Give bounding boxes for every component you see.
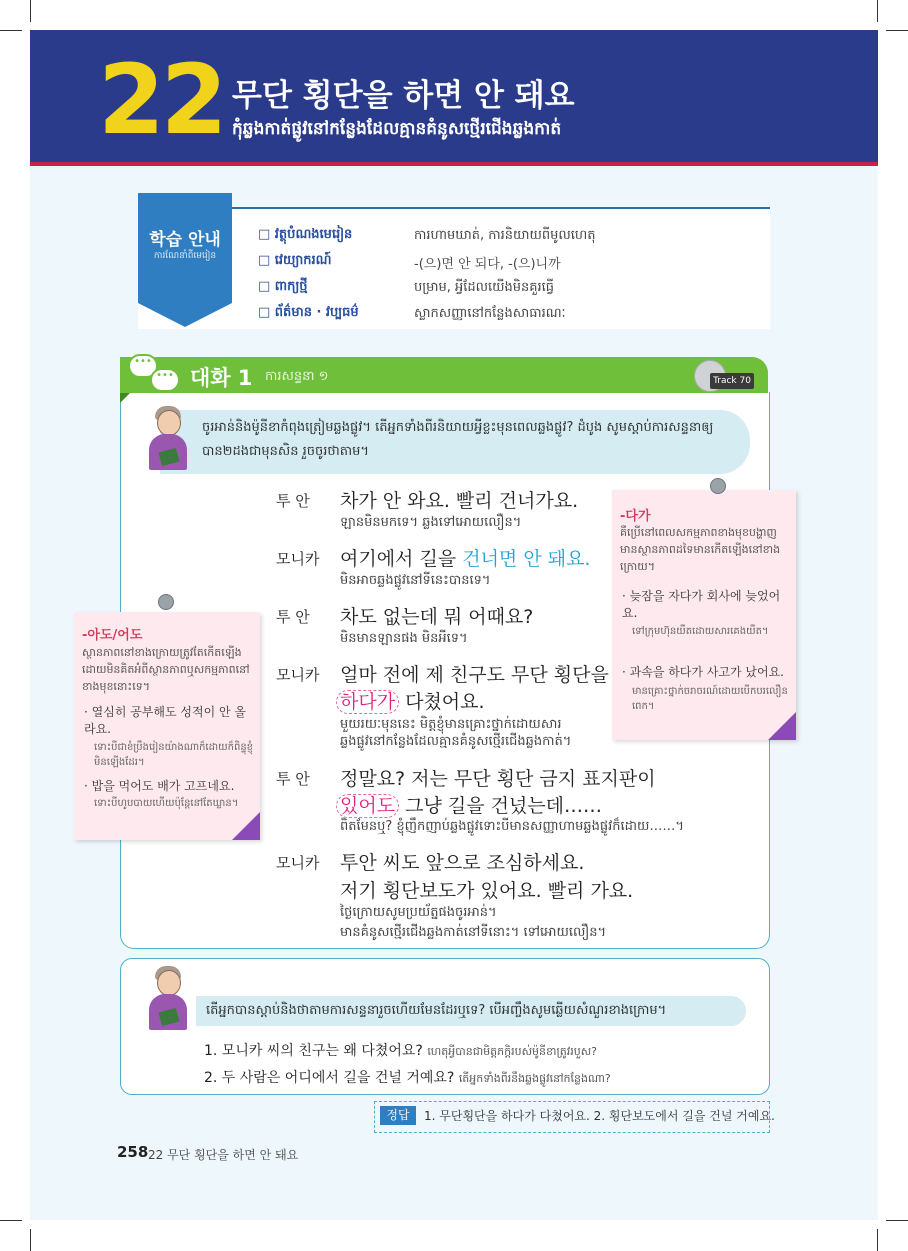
dialog-bar-fold	[120, 393, 130, 403]
answer-text: 1. 무단횡단을 하다가 다쳤어요. 2. 횡단보도에서 길을 건널 거예요.	[424, 1109, 775, 1123]
grammar-note-example: · 과속을 하다가 사고가 났어요.	[622, 665, 784, 679]
dialog-line-khmer: ថ្ងៃក្រោយសូមប្រយ័ត្នផងចូរអាន់។	[340, 905, 497, 920]
speaker-label: 투 안	[276, 770, 310, 788]
crop-mark	[877, 0, 878, 22]
grammar-note-example-khmer: ទោះបីជាខំប្រឹងរៀនយ៉ាងណាក៏ដោយក៏ពិន្ទុខ្ញុំមិនឡើងដែរ។	[94, 742, 254, 768]
guide-label-objective: □ វត្ថុបំណងមេរៀន	[258, 227, 353, 242]
page-number: 258	[117, 1143, 149, 1161]
pushpin-icon	[710, 478, 726, 494]
grammar-note-description: ស្ថានភាពនៅខាងក្រោយត្រូវតែកើតឡើងដោយមិនគិតអំពីស្ថានភាពឬសកម្មភាពនៅខាងមុខនោះទេ។	[82, 646, 250, 693]
pushpin-icon	[158, 594, 174, 610]
guide-value-culture: ស្លាកសញ្ញានៅកន្លែងសាធារណៈ	[414, 306, 566, 321]
speaker-label: 투 안	[276, 608, 310, 626]
dialog-line-korean: 차가 안 와요. 빨리 건너가요.	[340, 490, 579, 512]
dialog-line-korean: 여기에서 길을 건너면 안 돼요.	[340, 548, 591, 570]
crop-mark	[0, 1220, 22, 1221]
dialog-line-khmer: ពិតមែនឬ? ខ្ញុំញឹកញាប់ឆ្លងផ្លូវទោះបីមានសញ្ញាហាមឆ្លងផ្លូវក៏ដោយ……។	[340, 819, 685, 834]
header-stripe	[30, 162, 878, 166]
answer-label: 정답	[380, 1106, 416, 1125]
learning-guide-subtitle: ការណែនាំពីមេរៀន	[153, 251, 217, 261]
crop-mark	[0, 30, 22, 31]
chapter-number: 22	[98, 44, 224, 156]
learning-guide-badge-tip	[138, 303, 232, 327]
grammar-note-example-khmer: មានគ្រោះថ្នាក់ចរាចរណ៍ដោយបើកបរលឿនពេក។	[632, 686, 788, 712]
speech-bubble-icon: •••	[150, 368, 180, 392]
question-item: 1. 모니카 씨의 친구는 왜 다쳤어요? ហេតុអ្វីបានជាមិត្តភក្ដិរបស់ម៉ូនីខាត្រូវរបួស?	[204, 1043, 598, 1059]
dialog-line-korean: 정말요? 저는 무단 횡단 금지 표지판이	[340, 768, 656, 790]
question-item: 2. 두 사람은 어디에서 길을 건널 거예요? តើអ្នកទាំងពីរនឹងឆ្លងផ្លូវនៅកន្លែងណា?	[204, 1070, 611, 1086]
guide-value-grammar: -(으)면 안 되다, -(으)니까	[414, 257, 561, 272]
guide-value-objective: ការហាមឃាត់, ការនិយាយពីមូលហេតុ	[414, 228, 596, 243]
chapter-title-korean: 무단 횡단을 하면 안 돼요	[232, 78, 575, 114]
grammar-note-example-khmer: ទោះបីហូបបាយហើយប៉ុន្តែនៅតែឃ្លាន។	[94, 798, 239, 809]
speech-bubble-icon: •••	[128, 354, 158, 378]
footer-chapter-label: 22 무단 횡단을 하면 안 돼요	[148, 1148, 299, 1162]
dialog-line-khmer: ឆ្លងផ្លូវនៅកន្លែងដែលគ្មានគំនូសថ្មើរជើងឆ្លងកាត់។	[340, 734, 572, 749]
grammar-note-example: · 밥을 먹어도 배가 고프네요.	[84, 779, 235, 793]
crop-mark	[886, 1220, 908, 1221]
speaker-label: 모니카	[276, 550, 320, 568]
grammar-highlight: 건너면 안 돼요.	[462, 548, 591, 570]
note-fold	[232, 812, 260, 840]
dialog-line-korean: 있어도 그냥 길을 건넜는데……	[336, 791, 602, 818]
dialog-line-korean: 차도 없는데 뭐 어때요?	[340, 606, 534, 628]
dialog-line-khmer: មួយរយៈមុននេះ មិត្តខ្ញុំមានគ្រោះថ្នាក់ដោយសារ	[340, 717, 562, 732]
teacher-avatar-icon	[146, 406, 190, 470]
grammar-note-title: -아도/어도	[82, 628, 143, 643]
chapter-title-khmer: កុំឆ្លងកាត់ផ្លូវនៅកន្លែងដែលគ្មានគំនូសថ្មើរជើងឆ្លងកាត់	[232, 119, 562, 139]
dialog-line-korean: 저기 횡단보도가 있어요. 빨리 가요.	[340, 880, 634, 902]
questions-instruction-text: តើអ្នកបានស្ដាប់និងថាតាមការសន្ទនារួចហើយមែនដែរឬទេ? បើអញ្ចឹងសូមឆ្លើយសំណួរខាងក្រោម។	[206, 1003, 667, 1018]
audio-track-label[interactable]: Track 70	[710, 373, 754, 389]
dialog-instruction-text: ចូរអាន់និងម៉ូនីខាកំពុងត្រៀមឆ្លងផ្លូវ។ តើអ្នកទាំងពីរនិយាយអ្វីខ្លះមុនពេលឆ្លងផ្លូវ? ដំបូង សូមស្ដាប់ការសន្ទនាឲ្យបាន២ដងជាមុនសិន រួចចូរថាតាម។	[202, 420, 714, 459]
crop-mark	[30, 1229, 31, 1251]
grammar-note-example: · 늦잠을 자다가 회사에 늦었어요.	[622, 589, 781, 620]
crop-mark	[30, 0, 31, 22]
guide-value-vocabulary: បម្រាម, អ្វីដែលយើងមិនគួរធ្វើ	[414, 280, 555, 295]
dialog-title: 대화 1	[190, 366, 253, 390]
teacher-avatar-icon	[146, 966, 190, 1030]
speaker-label: 모니카	[276, 854, 320, 872]
dialog-line-korean: 투안 씨도 앞으로 조심하세요.	[340, 852, 585, 874]
dialog-line-korean: 하다가 다쳤어요.	[336, 687, 485, 714]
grammar-note-example-khmer: ទៅក្រុមហ៊ុនយឺតដោយសារគេងយឺត។	[632, 626, 769, 637]
guide-label-grammar: □ វេយ្យាករណ៍	[258, 253, 332, 268]
grammar-highlight: 하다가	[336, 690, 399, 714]
dialog-line-khmer: ឡានមិនមកទេ។ ឆ្លងទៅអោយលឿន។	[340, 515, 522, 530]
crop-mark	[886, 30, 908, 31]
grammar-note-description: គឺប្រើនៅពេលសកម្មភាពខាងមុខបង្ហាញមានស្ថានភាពដទៃមានកើតឡើងនៅខាងក្រោយ។	[620, 526, 781, 573]
speaker-label: 모니카	[276, 666, 320, 684]
dialog-line-khmer: មិនអាចឆ្លងផ្លូវនៅទីនេះបានទេ។	[340, 573, 491, 588]
note-fold	[768, 712, 796, 740]
learning-guide-title: 학습 안내	[149, 230, 221, 250]
dialog-line-korean: 얼마 전에 제 친구도 무단 횡단을	[340, 664, 609, 686]
speaker-label: 투 안	[276, 492, 310, 510]
dialog-subtitle: ការសន្ទនា ១	[265, 369, 329, 384]
guide-label-vocabulary: □ ពាក្យថ្មី	[258, 279, 308, 294]
grammar-highlight: 있어도	[336, 794, 399, 818]
dialog-line-khmer: មិនមានឡានផង មិនអីទេ។	[340, 631, 468, 646]
grammar-note-example: · 열심히 공부해도 성적이 안 올라요.	[84, 705, 246, 736]
guide-label-culture: □ ព័ត៌មាន · វប្បធម៌	[258, 305, 359, 320]
dialog-line-khmer: មានគំនូសថ្មើរជើងឆ្លងកាត់នៅទីនោះ។ ទៅអោយលឿន។	[340, 925, 607, 940]
crop-mark	[877, 1229, 878, 1251]
grammar-note-title: -다가	[620, 509, 651, 524]
